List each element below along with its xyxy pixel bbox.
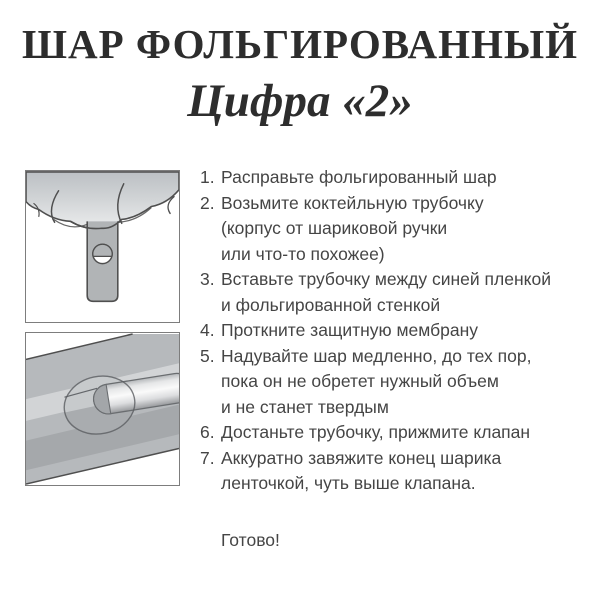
instruction-item (200, 318, 598, 344)
done-label: Готово! (221, 529, 280, 550)
instruction-line: Расправьте фольгированный шар (221, 167, 497, 187)
instruction-item (200, 165, 598, 191)
instruction-item (200, 446, 598, 497)
balloon-body (26, 172, 179, 229)
balloon-bottom-drawing (26, 171, 179, 322)
item-number: 6. (200, 422, 215, 442)
item-number: 3. (200, 269, 215, 289)
page-subtitle: Цифра «2» (187, 75, 413, 127)
instruction-line: и не станет твердым (221, 396, 389, 417)
instruction-list (200, 165, 598, 553)
instruction-line: Надувайте шар медленно, до тех пор, (221, 345, 532, 366)
instruction-line: Достаньте трубочку, прижмите клапан (221, 422, 531, 442)
instruction-line: Вставьте трубочку между синей пленкой (221, 269, 551, 289)
balloon-valve-illustration (25, 170, 180, 323)
valve-hole-icon (93, 244, 112, 263)
page-title: ШАР ФОЛЬГИРОВАННЫЙ (21, 21, 579, 67)
instruction-line: пока он не обретет нужный объем (221, 371, 499, 391)
instruction-line: Возьмите коктейльную трубочку (221, 192, 484, 213)
item-number: 4. (200, 320, 215, 340)
instruction-item (200, 344, 598, 421)
instruction-item (200, 267, 598, 318)
item-number: 7. (200, 447, 215, 468)
instruction-item (200, 420, 598, 446)
item-number: 1. (200, 167, 215, 187)
instruction-line: (корпус от шариковой ручки (221, 218, 448, 238)
instruction-line: и фольгированной стенкой (221, 294, 441, 315)
item-number: 2. (200, 192, 215, 213)
item-number: 5. (200, 345, 215, 366)
straw-insertion-illustration (25, 332, 180, 486)
straw-in-valve-drawing (26, 333, 179, 485)
instruction-line: Аккуратно завяжите конец шарика (221, 447, 502, 468)
instruction-line: Проткните защитную мембрану (221, 320, 479, 340)
instruction-item (200, 191, 598, 268)
instruction-line: ленточкой, чуть выше клапана. (221, 473, 476, 493)
valve-tab (70, 219, 121, 301)
instruction-line: или что-то похожее) (221, 243, 385, 264)
